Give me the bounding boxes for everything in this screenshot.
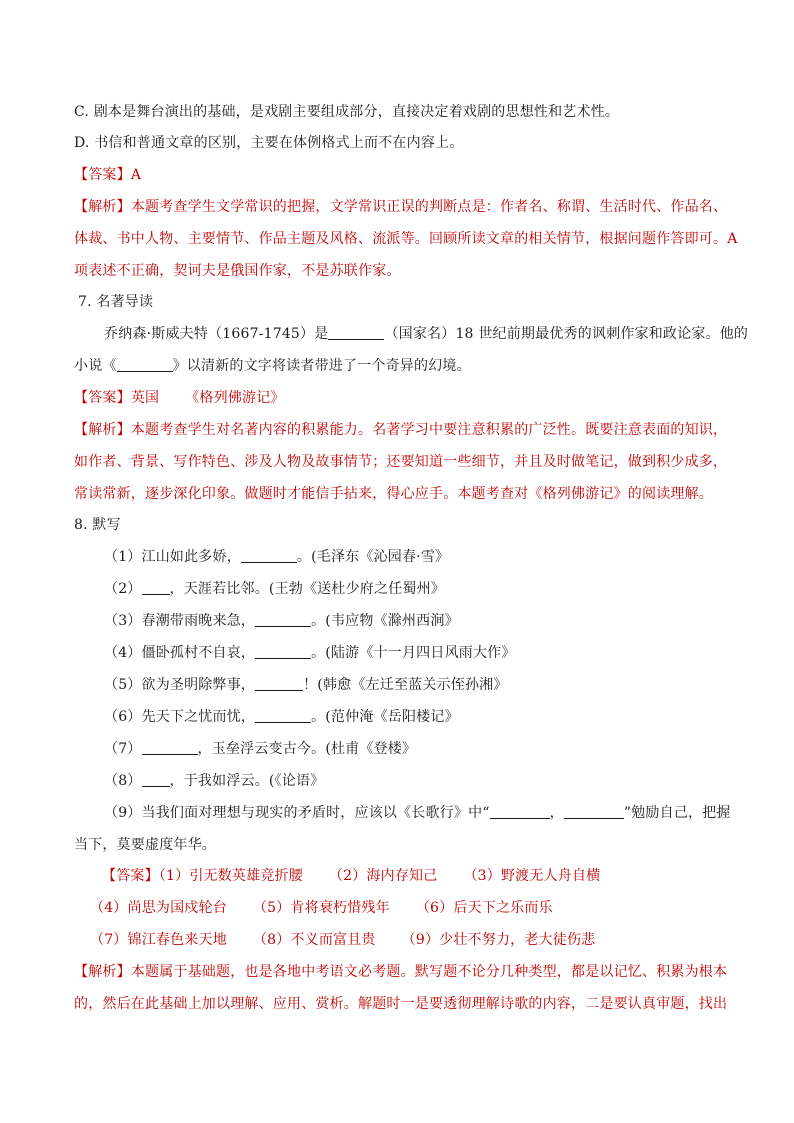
dictation-text: ，天涯若比邻。(王勃《送杜少府之任蜀州》 bbox=[169, 581, 445, 597]
answer-text: 英国 bbox=[130, 390, 160, 406]
analysis-text: 本题考查学生文学常识的把握，文学常识正误的判断点是：作者名、称谓、生活时代、作品名、 bbox=[130, 199, 728, 215]
answer-text: （5）肯将衰朽惜残年 bbox=[252, 900, 390, 916]
question-text: 小说《 bbox=[74, 358, 117, 374]
fill-blank bbox=[564, 804, 624, 819]
dictation-item bbox=[104, 771, 720, 791]
analysis-tag: 【解析】 bbox=[74, 422, 131, 438]
answer-tag: 【答案】 bbox=[102, 868, 159, 884]
answer-block-8 bbox=[90, 898, 720, 918]
dictation-text: ，玉垒浮云变古今。(杜甫《登楼》 bbox=[197, 741, 417, 757]
dictation-text: （6）先天下之忧而忧， bbox=[104, 709, 256, 725]
fill-blank bbox=[255, 708, 311, 723]
dictation-text: （3）春潮带雨晚来急， bbox=[104, 613, 256, 629]
dictation-item bbox=[104, 547, 720, 567]
dictation-item bbox=[104, 739, 720, 759]
answer-block-8 bbox=[102, 866, 720, 886]
dictation-text: （8） bbox=[104, 773, 142, 789]
answer-tag: 【答案】 bbox=[74, 167, 131, 183]
fill-blank bbox=[241, 548, 297, 563]
option-d: D. 书信和普通文章的区别，主要在体例格式上而不在内容上。 bbox=[74, 135, 464, 151]
analysis-line: 体裁、书中人物、主要情节、作品主题及风格、流派等。回顾所读文章的相关情节，根据问题作答即可。A bbox=[74, 231, 738, 247]
fill-blank bbox=[142, 740, 198, 755]
question-text: 》以清新的文字将读者带进了一个奇异的幻境。 bbox=[172, 358, 471, 374]
fill-blank bbox=[328, 325, 384, 340]
dictation-item bbox=[104, 803, 731, 823]
analysis-line bbox=[74, 420, 728, 440]
dictation-text: 。(韦应物《滁州西涧》 bbox=[311, 613, 459, 629]
analysis-tag: 【解析】 bbox=[74, 964, 131, 980]
answer-block-6 bbox=[74, 165, 720, 185]
dictation-text: （4）僵卧孤村不自哀， bbox=[104, 645, 256, 661]
fill-blank bbox=[255, 676, 303, 691]
dictation-text: （7） bbox=[104, 741, 142, 757]
question-text: （国家名）18 世纪前期最优秀的讽刺作家和政论家。他的 bbox=[384, 326, 749, 342]
analysis-line bbox=[74, 197, 728, 217]
answer-text: （8）不义而富且贵 bbox=[252, 932, 376, 948]
dictation-item bbox=[104, 707, 720, 727]
fill-blank bbox=[117, 357, 173, 372]
analysis-line bbox=[74, 962, 728, 982]
question-text: 乔纳森·斯威夫特（1667-1745）是 bbox=[104, 326, 329, 342]
analysis-line: 的，然后在此基础上加以理解、应用、赏析。解题时一是要透彻理解诗歌的内容，二是要认真审题，找出 bbox=[74, 996, 728, 1012]
dictation-item bbox=[104, 611, 720, 631]
dictation-text: ”勉励自己，把握 bbox=[623, 805, 731, 821]
question-7-title: 7. 名著导读 bbox=[78, 294, 154, 310]
analysis-text: 本题属于基础题，也是各地中考语文必考题。默写题不论分几种类型，都是以记忆、积累为根本 bbox=[130, 964, 728, 980]
dictation-text: 。(毛泽东《沁园春·雪》 bbox=[296, 549, 450, 565]
answer-text: （9）少壮不努力，老大徒伤悲 bbox=[401, 932, 596, 948]
dictation-item bbox=[104, 643, 720, 663]
answer-text: （6）后天下之乐而乐 bbox=[415, 900, 553, 916]
question-8-title: 8. 默写 bbox=[74, 517, 121, 533]
answer-text: （1）引无数英雄竞折腰 bbox=[158, 868, 303, 884]
dictation-text: 。(陆游《十一月四日风雨大作》 bbox=[311, 645, 516, 661]
answer-text: （4）尚思为国戍轮台 bbox=[90, 900, 227, 916]
answer-text: （2）海内存知己 bbox=[328, 868, 438, 884]
analysis-tag: 【解析】 bbox=[74, 199, 131, 215]
dictation-text: 。(范仲淹《岳阳楼记》 bbox=[311, 709, 459, 725]
fill-blank bbox=[142, 772, 170, 787]
dictation-text: （2） bbox=[104, 581, 142, 597]
dictation-text: ， bbox=[549, 805, 564, 821]
answer-block-7 bbox=[74, 388, 720, 408]
answer-text: A bbox=[130, 167, 142, 183]
fill-blank bbox=[490, 804, 550, 819]
question-7-text bbox=[104, 324, 749, 344]
fill-blank bbox=[255, 612, 311, 627]
answer-text: 《格列佛游记》 bbox=[185, 390, 285, 406]
dictation-item: 当下，莫要虚度年华。 bbox=[74, 837, 216, 853]
dictation-text: ，于我如浮云。(《论语》 bbox=[169, 773, 325, 789]
fill-blank bbox=[142, 580, 170, 595]
dictation-item bbox=[104, 579, 720, 599]
answer-tag: 【答案】 bbox=[74, 390, 131, 406]
answer-block-8 bbox=[90, 930, 720, 950]
dictation-text: ！(韩愈《左迁至蓝关示侄孙湘》 bbox=[303, 677, 508, 693]
dictation-text: （9）当我们面对理想与现实的矛盾时，应该以《长歌行》中“ bbox=[104, 805, 490, 821]
analysis-line: 常读常新，逐步深化印象。做题时才能信手拈来，得心应手。本题考查对《格列佛游记》的阅读理解。 bbox=[74, 486, 713, 502]
answer-text: （7）锦江春色来天地 bbox=[90, 932, 227, 948]
analysis-text: 本题考查学生对名著内容的积累能力。名著学习中要注意积累的广泛性。既要注意表面的知识， bbox=[130, 422, 728, 438]
option-c: C. 剧本是舞台演出的基础，是戏剧主要组成部分，直接决定着戏剧的思想性和艺术性。 bbox=[74, 104, 620, 120]
dictation-text: （5）欲为圣明除弊事， bbox=[104, 677, 256, 693]
dictation-item bbox=[104, 675, 720, 695]
answer-text: （3）野渡无人舟自横 bbox=[463, 868, 601, 884]
analysis-line: 项表述不正确，契诃夫是俄国作家，不是苏联作家。 bbox=[74, 263, 401, 279]
analysis-line: 如作者、背景、写作特色、涉及人物及故事情节；还要知道一些细节，并且及时做笔记，做到积少成多， bbox=[74, 454, 728, 470]
fill-blank bbox=[255, 644, 311, 659]
question-7-text bbox=[74, 356, 720, 376]
dictation-text: （1）江山如此多娇， bbox=[104, 549, 241, 565]
